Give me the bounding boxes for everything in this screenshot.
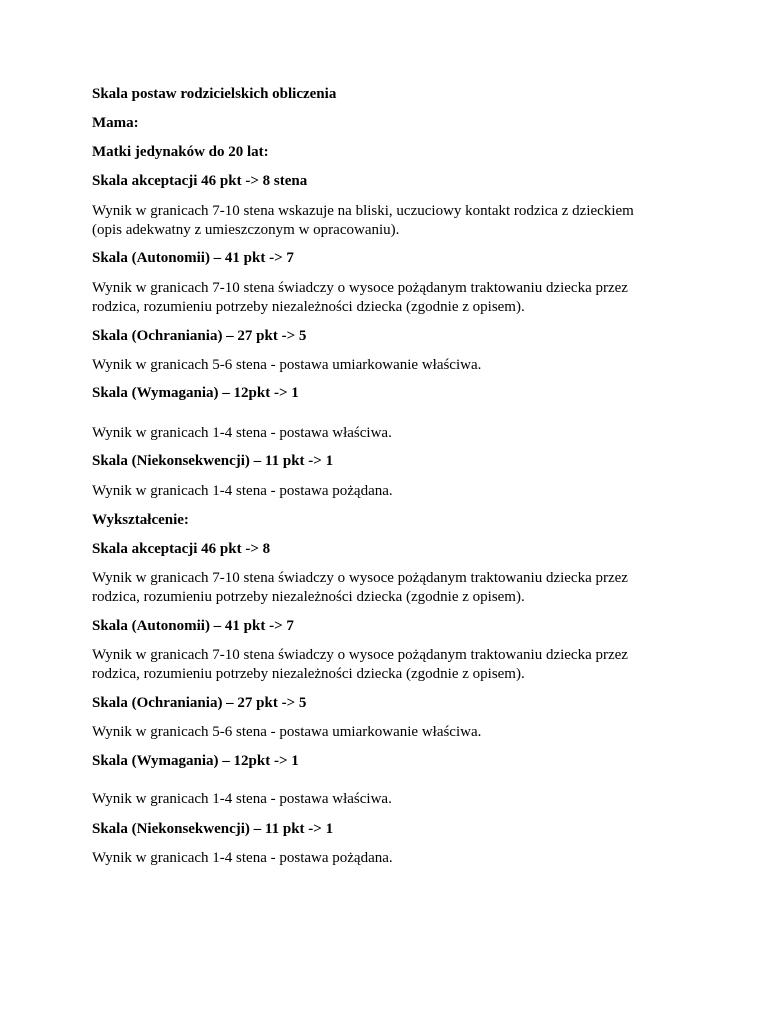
scale-description: rodzica, rozumieniu potrzeby niezależności dziecka (zgodnie z opisem). [92, 589, 525, 605]
scale-heading-acceptance: Skala akceptacji 46 pkt -> 8 [92, 541, 271, 557]
scale-heading-demands: Skala (Wymagania) – 12pkt -> 1 [92, 385, 299, 401]
scale-heading-protection: Skala (Ochraniania) – 27 pkt -> 5 [92, 328, 307, 344]
scale-description: Wynik w granicach 1-4 stena - postawa właściwa. [92, 425, 392, 441]
scale-heading-demands: Skala (Wymagania) – 12pkt -> 1 [92, 753, 299, 769]
scale-heading-autonomy: Skala (Autonomii) – 41 pkt -> 7 [92, 618, 294, 634]
scale-description: rodzica, rozumieniu potrzeby niezależności dziecka (zgodnie z opisem). [92, 666, 525, 682]
scale-description: Wynik w granicach 5-6 stena - postawa umiarkowanie właściwa. [92, 724, 482, 740]
scale-description: Wynik w granicach 5-6 stena - postawa umiarkowanie właściwa. [92, 357, 482, 373]
section-label-education: Wykształcenie: [92, 512, 189, 528]
scale-description: Wynik w granicach 7-10 stena świadczy o wysoce pożądanym traktowaniu dziecka przez [92, 280, 628, 296]
scale-description: Wynik w granicach 1-4 stena - postawa właściwa. [92, 791, 392, 807]
scale-heading-acceptance: Skala akceptacji 46 pkt -> 8 stena [92, 173, 308, 189]
scale-description: rodzica, rozumieniu potrzeby niezależności dziecka (zgodnie z opisem). [92, 299, 525, 315]
scale-heading-inconsistency: Skala (Niekonsekwencji) – 11 pkt -> 1 [92, 821, 334, 837]
scale-description: Wynik w granicach 1-4 stena - postawa pożądana. [92, 850, 393, 866]
scale-heading-autonomy: Skala (Autonomii) – 41 pkt -> 7 [92, 250, 294, 266]
scale-heading-inconsistency: Skala (Niekonsekwencji) – 11 pkt -> 1 [92, 453, 334, 469]
scale-description: Wynik w granicach 7-10 stena wskazuje na bliski, uczuciowy kontakt rodzica z dzieckiem [92, 203, 634, 219]
scale-description: (opis adekwatny z umieszczonym w opracowaniu). [92, 222, 400, 238]
scale-heading-protection: Skala (Ochraniania) – 27 pkt -> 5 [92, 695, 307, 711]
scale-description: Wynik w granicach 7-10 stena świadczy o wysoce pożądanym traktowaniu dziecka przez [92, 570, 628, 586]
section-label-mama: Mama: [92, 115, 139, 131]
scale-description: Wynik w granicach 1-4 stena - postawa pożądana. [92, 483, 393, 499]
document-title: Skala postaw rodzicielskich obliczenia [92, 86, 337, 102]
scale-description: Wynik w granicach 7-10 stena świadczy o wysoce pożądanym traktowaniu dziecka przez [92, 647, 628, 663]
group-label: Matki jedynaków do 20 lat: [92, 144, 269, 160]
